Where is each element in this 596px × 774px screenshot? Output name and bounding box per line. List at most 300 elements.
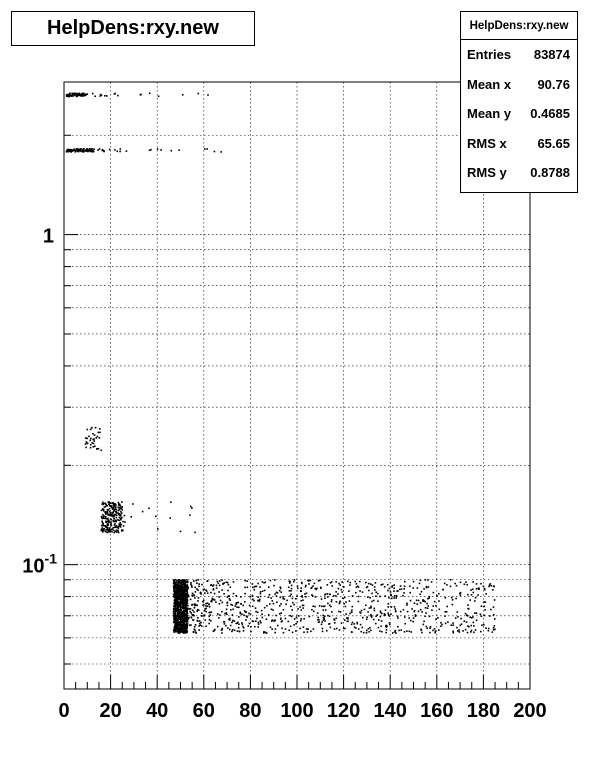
scatter-point [261,613,263,615]
scatter-point [439,609,441,611]
scatter-point [293,581,295,583]
scatter-point [481,615,483,617]
scatter-point [452,599,454,601]
scatter-point [273,603,275,605]
scatter-point [103,150,105,152]
scatter-point [114,521,116,523]
scatter-point [470,631,472,633]
scatter-point [303,618,305,620]
scatter-point [155,516,157,518]
scatter-point [179,624,181,626]
scatter-point [367,596,369,598]
scatter-point [494,599,496,601]
scatter-point [157,148,159,150]
scatter-point [389,588,391,590]
scatter-point [226,609,228,611]
scatter-point [351,624,353,626]
scatter-point [180,587,182,589]
scatter-point [345,613,347,615]
scatter-point [142,511,144,513]
scatter-point [475,597,477,599]
scatter-point [280,597,282,599]
scatter-point [249,605,251,607]
scatter-point [384,613,386,615]
scatter-point [293,604,295,606]
scatter-point [444,615,446,617]
scatter-point [185,616,187,618]
scatter-point [200,592,202,594]
scatter-point [112,512,114,514]
scatter-point [468,626,470,628]
scatter-point [435,618,437,620]
y-tick-label: $10^{-1}$ [22,550,57,578]
scatter-point [313,611,315,613]
scatter-point [187,605,189,607]
scatter-point [338,583,340,585]
scatter-point [209,616,211,618]
scatter-point [369,597,371,599]
scatter-point [182,94,184,96]
scatter-point [459,631,461,633]
scatter-point [434,601,436,603]
scatter-point [480,613,482,615]
scatter-point [169,517,171,519]
scatter-point [280,618,282,620]
scatter-point [110,502,112,504]
scatter-point [466,584,468,586]
scatter-point [174,618,176,620]
scatter-point [176,626,178,628]
scatter-point [221,611,223,613]
scatter-point [97,149,99,151]
scatter-point [373,600,375,602]
scatter-point [426,586,428,588]
scatter-point [194,532,196,534]
scatter-point [283,632,285,634]
scatter-point [194,626,196,628]
scatter-point [89,440,91,442]
scatter-point [184,602,186,604]
scatter-point [416,603,418,605]
scatter-point [478,588,480,590]
scatter-point [257,600,259,602]
scatter-point [442,589,444,591]
scatter-point [321,606,323,608]
scatter-point [229,599,231,601]
scatter-point [302,607,304,609]
scatter-point [101,521,103,523]
scatter-point [88,436,90,438]
scatter-point [185,585,187,587]
scatter-point [193,611,195,613]
scatter-point [207,94,209,96]
scatter-point [183,579,185,581]
scatter-point [488,630,490,632]
scatter-point [473,625,475,627]
scatter-point [301,582,303,584]
scatter-point [261,610,263,612]
scatter-point [107,509,109,511]
scatter-point [101,516,103,518]
scatter-point [347,581,349,583]
scatter-point [360,624,362,626]
scatter-point [355,592,357,594]
scatter-point [419,583,421,585]
scatter-point [306,593,308,595]
scatter-point [341,622,343,624]
scatter-point [360,631,362,633]
scatter-point [205,625,207,627]
scatter-point [418,600,420,602]
scatter-point [232,629,234,631]
x-tick-label: 0 [58,700,70,722]
scatter-point [349,613,351,615]
scatter-point [190,506,192,508]
scatter-point [101,525,103,527]
scatter-point [117,530,119,532]
scatter-point [113,532,115,534]
scatter-point [180,609,182,611]
scatter-point [185,613,187,615]
scatter-point [260,620,262,622]
scatter-point [344,597,346,599]
scatter-point [452,604,454,606]
scatter-point [421,629,423,631]
scatter-point [219,614,221,616]
scatter-point [438,593,440,595]
scatter-point [80,94,82,96]
scatter-point [389,615,391,617]
scatter-point [203,604,205,606]
scatter-point [109,511,111,513]
scatter-point [184,619,186,621]
scatter-point [175,608,177,610]
scatter-point [270,627,272,629]
scatter-point [91,442,93,444]
scatter-point [104,502,106,504]
scatter-point [426,628,428,630]
scatter-point [396,595,398,597]
scatter-point [467,615,469,617]
scatter-point [130,516,132,518]
scatter-point [283,609,285,611]
scatter-point [423,588,425,590]
scatter-point [262,590,264,592]
scatter-point [305,596,307,598]
scatter-point [324,598,326,600]
scatter-point [206,148,208,150]
scatter-point [249,623,251,625]
scatter-point [446,584,448,586]
scatter-point [113,520,115,522]
scatter-point [86,438,88,440]
scatter-point [218,591,220,593]
scatter-point [312,585,314,587]
scatter-point [186,627,188,629]
scatter-point [221,589,223,591]
scatter-point [99,148,101,150]
scatter-point [384,615,386,617]
scatter-point [428,605,430,607]
scatter-point [318,580,320,582]
scatter-point [387,603,389,605]
scatter-point [192,619,194,621]
scatter-point [297,621,299,623]
scatter-point [108,501,110,503]
scatter-point [279,605,281,607]
scatter-point [375,623,377,625]
scatter-point [246,615,248,617]
scatter-point [208,604,210,606]
scatter-point [366,618,368,620]
scatter-point [122,530,124,532]
scatter-point [334,619,336,621]
scatter-point [284,598,286,600]
stats-label: Mean x [467,76,512,92]
scatter-point [120,148,122,150]
scatter-point [412,621,414,623]
scatter-point [274,593,276,595]
scatter-point [116,514,118,516]
scatter-point [427,607,429,609]
scatter-point [397,626,399,628]
scatter-point [266,618,268,620]
stats-row-rms-x [461,129,577,159]
scatter-point [227,627,229,629]
scatter-point [484,615,486,617]
x-tick-label: 80 [239,700,262,722]
scatter-point [480,583,482,585]
scatter-point [117,512,119,514]
scatter-point [86,443,88,445]
scatter-point [113,509,115,511]
scatter-point [400,629,402,631]
scatter-point [107,524,109,526]
scatter-point [397,616,399,618]
scatter-point [471,617,473,619]
scatter-point [173,595,175,597]
scatter-point [187,594,189,596]
scatter-point [179,605,181,607]
scatter-point [433,592,435,594]
scatter-point [252,587,254,589]
scatter-point [233,593,235,595]
scatter-point [181,630,183,632]
scatter-point [409,585,411,587]
scatter-point [368,628,370,630]
scatter-point [450,579,452,581]
scatter-point [290,595,292,597]
scatter-point [176,619,178,621]
scatter-point [179,590,181,592]
scatter-point [173,630,175,632]
scatter-point [384,586,386,588]
scatter-point [176,580,178,582]
scatter-point [408,617,410,619]
scatter-point [94,434,96,436]
scatter-point [324,620,326,622]
scatter-point [248,625,250,627]
scatter-point [387,584,389,586]
scatter-point [104,518,106,520]
scatter-point [309,616,311,618]
scatter-point [112,507,114,509]
scatter-point [327,596,329,598]
scatter-point [455,598,457,600]
scatter-point [105,526,107,528]
scatter-point [69,150,71,152]
scatter-point [120,515,122,517]
scatter-point [421,632,423,634]
scatter-point [180,593,182,595]
scatter-point [121,517,123,519]
scatter-point [173,609,175,611]
scatter-point [366,630,368,632]
scatter-point [296,617,298,619]
scatter-point [367,611,369,613]
scatter-point [484,609,486,611]
scatter-point [184,595,186,597]
scatter-point [194,587,196,589]
scatter-point [199,620,201,622]
scatter-point [385,609,387,611]
scatter-point [102,508,104,510]
scatter-point [247,587,249,589]
scatter-point [331,611,333,613]
scatter-point [81,148,83,150]
scatter-point [476,612,478,614]
scatter-point [411,608,413,610]
scatter-point [218,617,220,619]
scatter-point [305,585,307,587]
scatter-point [460,594,462,596]
scatter-point [87,429,89,431]
scatter-point [217,626,219,628]
x-tick-label: 120 [326,700,361,722]
scatter-point [476,583,478,585]
scatter-point [290,606,292,608]
scatter-point [119,507,121,509]
scatter-point [447,621,449,623]
scatter-point [456,627,458,629]
scatter-point [204,614,206,616]
scatter-point [454,583,456,585]
scatter-point [232,620,234,622]
scatter-point [292,632,294,634]
scatter-point [181,602,183,604]
scatter-point [222,583,224,585]
scatter-point [489,584,491,586]
scatter-point [343,603,345,605]
scatter-point [258,623,260,625]
scatter-point [314,583,316,585]
scatter-point [101,95,103,97]
scatter-point [176,622,178,624]
scatter-point [483,606,485,608]
scatter-point [393,590,395,592]
scatter-point [435,630,437,632]
scatter-point [412,587,414,589]
scatter-point [327,615,329,617]
scatter-point [195,580,197,582]
scatter-point [246,580,248,582]
scatter-point [184,611,186,613]
scatter-point [254,626,256,628]
scatter-point [295,598,297,600]
scatter-point [170,501,172,503]
scatter-point [210,620,212,622]
scatter-point [456,585,458,587]
scatter-point [476,588,478,590]
scatter-point [430,626,432,628]
scatter-point [90,429,92,431]
scatter-point [404,586,406,588]
scatter-point [191,586,193,588]
scatter-point [174,590,176,592]
scatter-point [274,632,276,634]
scatter-point [202,601,204,603]
scatter-point [119,517,121,519]
scatter-point [491,585,493,587]
scatter-point [385,632,387,634]
scatter-point [226,582,228,584]
scatter-point [174,599,176,601]
scatter-point [109,513,111,515]
scatter-point [197,617,199,619]
scatter-point [103,518,105,520]
scatter-point [281,591,283,593]
scatter-point [173,606,175,608]
scatter-point [195,605,197,607]
scatter-point [243,615,245,617]
scatter-point [343,628,345,630]
scatter-point [310,631,312,633]
scatter-point [85,447,87,449]
scatter-point [318,619,320,621]
scatter-point [157,528,159,530]
scatter-point [303,626,305,628]
scatter-point [292,598,294,600]
scatter-point [198,579,200,581]
scatter-point [119,151,121,153]
scatter-point [174,592,176,594]
scatter-point [95,427,97,429]
scatter-point [175,629,177,631]
scatter-point [260,596,262,598]
scatter-point [472,588,474,590]
scatter-point [426,603,428,605]
scatter-point [300,618,302,620]
scatter-point [464,620,466,622]
scatter-point [252,595,254,597]
scatter-point [238,602,240,604]
scatter-point [93,443,95,445]
scatter-point [93,151,95,153]
scatter-point [385,595,387,597]
scatter-point [181,589,183,591]
scatter-point [470,625,472,627]
scatter-point [178,632,180,634]
scatter-point [444,583,446,585]
scatter-point [436,595,438,597]
scatter-point [474,600,476,602]
scatter-point [193,614,195,616]
scatter-point [189,611,191,613]
scatter-point [124,515,126,517]
scatter-point [269,594,271,596]
scatter-point [117,526,119,528]
scatter-point [336,628,338,630]
